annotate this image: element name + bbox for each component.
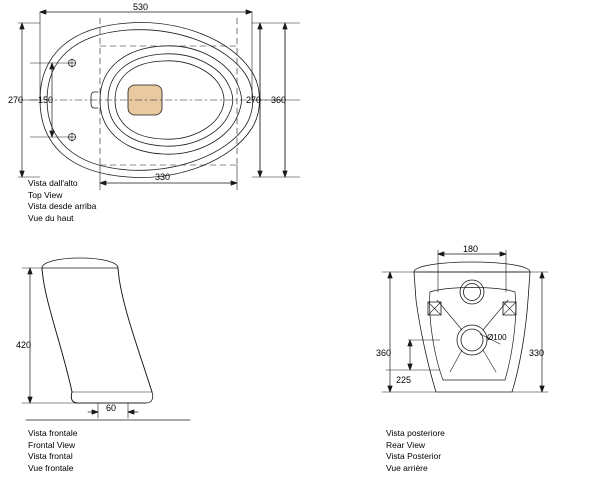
caption-es: Vista Posterior bbox=[386, 451, 442, 461]
dim-label-330-top: 330 bbox=[155, 172, 171, 182]
dim-label-150: 150 bbox=[38, 95, 54, 105]
dim-label-270-right: 270 bbox=[246, 95, 262, 105]
caption-es: Vista desde arriba bbox=[28, 201, 97, 211]
front-view-captions bbox=[28, 428, 77, 474]
caption-en: Frontal View bbox=[28, 439, 76, 450]
dim-360-rear bbox=[388, 272, 392, 392]
caption-fr: Vue du haut bbox=[28, 212, 74, 223]
caption-en: Top View bbox=[28, 189, 63, 200]
dim-label-360-top: 360 bbox=[271, 95, 287, 105]
dim-label-180: 180 bbox=[463, 244, 479, 254]
dim-label-360-rear: 360 bbox=[376, 348, 392, 358]
top-view-captions bbox=[28, 178, 96, 224]
front-view-outline bbox=[42, 258, 153, 403]
caption-it: Vista posteriore bbox=[386, 428, 445, 438]
dim-label-420: 420 bbox=[16, 340, 32, 350]
rear-view-captions bbox=[386, 428, 445, 474]
dim-label-225: 225 bbox=[396, 375, 412, 385]
caption-it: Vista dall'alto bbox=[28, 178, 78, 188]
dim-330-rear bbox=[540, 272, 544, 392]
front-view-extension-lines bbox=[22, 268, 128, 418]
caption-fr: Vue arrière bbox=[386, 462, 428, 473]
caption-en: Rear View bbox=[386, 439, 426, 450]
dim-420 bbox=[28, 268, 32, 403]
dim-label-330-rear: 330 bbox=[529, 348, 545, 358]
rear-view-outline bbox=[414, 262, 530, 392]
top-view-hidden-lines bbox=[100, 18, 237, 165]
dim-label-530: 530 bbox=[133, 2, 149, 12]
dim-label-diameter-100: Ø100 bbox=[487, 333, 507, 342]
dim-label-60: 60 bbox=[106, 403, 117, 413]
caption-es: Vista frontal bbox=[28, 451, 73, 461]
caption-fr: Vue frontale bbox=[28, 462, 74, 473]
rear-view-extension-lines bbox=[382, 250, 548, 392]
caption-it: Vista frontale bbox=[28, 428, 78, 438]
dim-label-270-left: 270 bbox=[8, 95, 24, 105]
